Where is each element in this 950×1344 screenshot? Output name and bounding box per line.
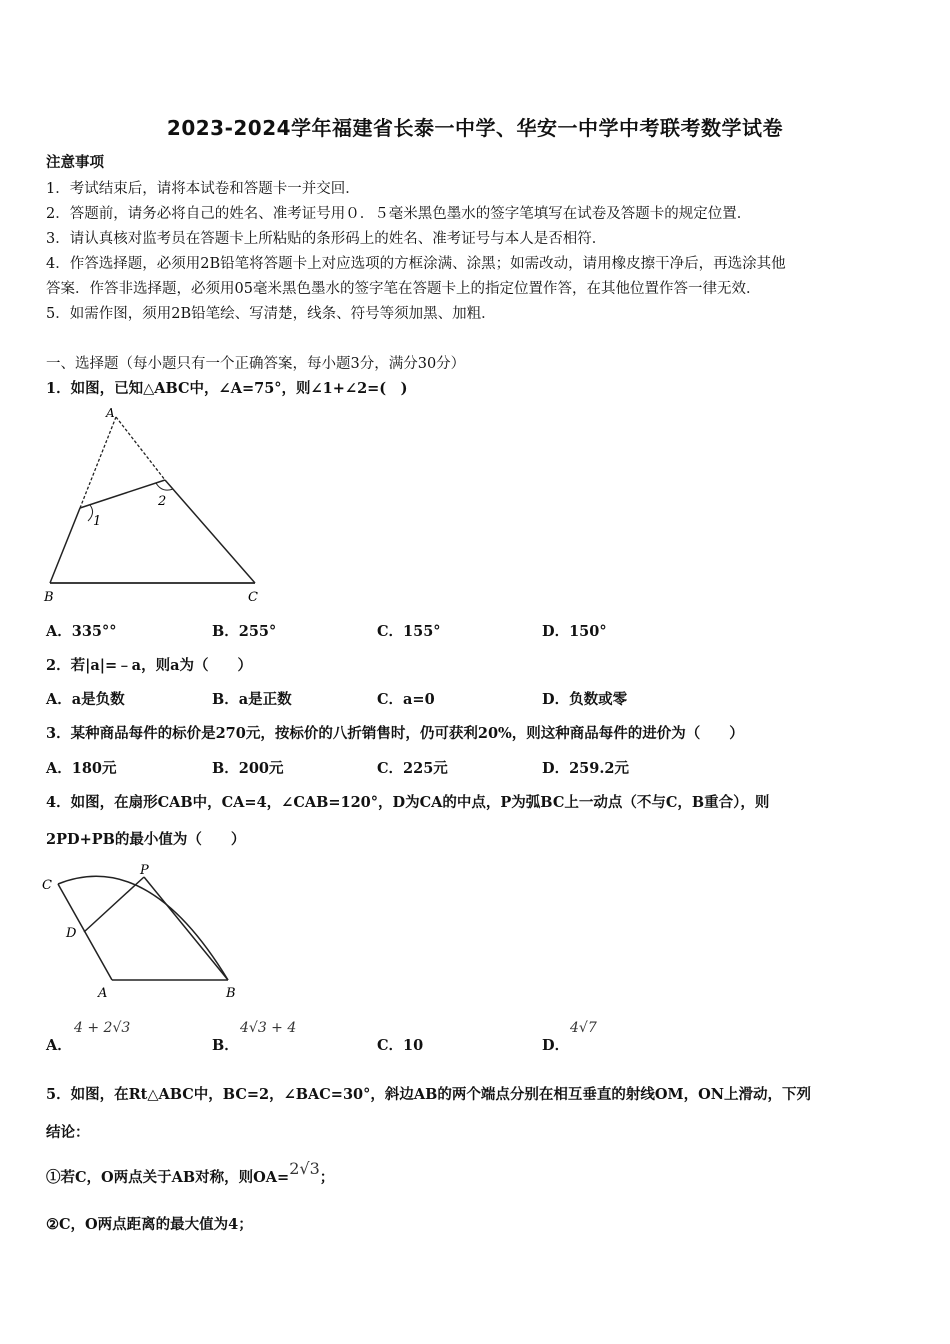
q3-option-d: D．259.2元	[542, 760, 629, 777]
fig1-label-a: A	[106, 406, 115, 420]
notice-item: 3．请认真核对监考员在答题卡上所粘贴的条形码上的姓名、准考证号与本人是否相符．	[46, 231, 607, 247]
question-4-figure	[38, 860, 248, 1005]
question-3-stem: 3．某种商品每件的标价是270元，按标价的八折销售时，仍可获利20%，则这种商品每件的进价为（ ）	[46, 725, 744, 742]
q2-option-c: C．a=0	[377, 691, 435, 708]
q3-option-a: A．180元	[46, 760, 117, 777]
question-4-stem-line2: 2PD+PB的最小值为（ ）	[46, 831, 246, 848]
q5-conclusion-1-formula: 2√3	[289, 1159, 320, 1178]
q5-conclusion-1-tail: ；	[319, 1169, 335, 1186]
q4-option-d-formula: 4√7	[570, 1020, 597, 1036]
fig4-label-p: P	[140, 863, 149, 878]
notice-item: 1．考试结束后，请将本试卷和答题卡一并交回．	[46, 181, 360, 197]
fig4-label-c: C	[42, 878, 52, 893]
q4-option-a-formula: 4 + 2√3	[74, 1020, 131, 1036]
question-5-stem-line1: 5．如图，在Rt△ABC中，BC=2，∠BAC=30°，斜边AB的两个端点分别在相互垂直的射线OM，ON上滑动，下列	[46, 1086, 811, 1103]
q3-option-b: B．200元	[212, 760, 284, 777]
fig1-label-2: 2	[158, 494, 167, 509]
notice-heading: 注意事项	[46, 154, 104, 171]
fig1-label-b: B	[44, 590, 54, 605]
notice-item: 答案．作答非选择题，必须用05毫米黑色墨水的签字笔在答题卡上的指定位置作答，在其他位置作答一律无效．	[46, 281, 761, 297]
question-4-stem-line1: 4．如图，在扇形CAB中，CA=4，∠CAB=120°，D为CA的中点，P为弧BC上一动点（不与C，B重合），则	[46, 794, 770, 811]
section-heading: 一、选择题（每小题只有一个正确答案，每小题3分，满分30分）	[46, 356, 466, 372]
q1-option-d: D．150°	[542, 623, 607, 640]
fig1-label-1: 1	[93, 514, 102, 529]
q4-option-a: A．	[46, 1037, 72, 1054]
page-title: 2023-2024学年福建省长泰一中学、华安一中学中考联考数学试卷	[166, 116, 784, 140]
notice-item: 4．作答选择题，必须用2B铅笔将答题卡上对应选项的方框涂满、涂黑；如需改动，请用橡皮擦干净后，再选涂其他	[46, 256, 786, 272]
q2-option-b: B．a是正数	[212, 691, 292, 708]
q1-option-c: C．155°	[377, 623, 441, 640]
q4-option-b-formula: 4√3 + 4	[240, 1020, 297, 1036]
q1-option-b: B．255°	[212, 623, 277, 640]
q3-option-c: C．225元	[377, 760, 448, 777]
q4-option-c: C．10	[377, 1037, 424, 1054]
question-1-figure	[40, 405, 270, 605]
q2-option-d: D．负数或零	[542, 691, 628, 708]
question-1-stem: 1．如图，已知△ABC中，∠A=75°，则∠1+∠2=( )	[46, 380, 408, 397]
notice-item: 2．答题前，请务必将自己的姓名、准考证号用０．５毫米黑色墨水的签字笔填写在试卷及答题卡的规定位置．	[46, 206, 752, 222]
q1-option-a: A．335°°	[46, 623, 117, 640]
q5-conclusion-1-text: ①若C，O两点关于AB对称，则OA=	[46, 1169, 290, 1186]
notice-item: 5．如需作图，须用2B铅笔绘、写清楚，线条、符号等须加黑、加粗．	[46, 306, 496, 322]
q2-option-a: A．a是负数	[46, 691, 125, 708]
q4-option-d: D．	[542, 1037, 570, 1054]
q4-option-b: B．	[212, 1037, 239, 1054]
fig4-label-d: D	[66, 926, 77, 941]
fig4-label-b: B	[226, 986, 236, 1001]
question-5-stem-line2: 结论：	[46, 1124, 90, 1141]
q5-conclusion-1	[46, 1159, 335, 1187]
question-2-stem: 2．若|a|=﹣a，则a为（ ）	[46, 657, 252, 674]
fig4-label-a: A	[98, 986, 108, 1001]
fig1-label-c: C	[248, 590, 258, 605]
q5-conclusion-2: ②C，O两点距离的最大值为4；	[46, 1216, 253, 1233]
